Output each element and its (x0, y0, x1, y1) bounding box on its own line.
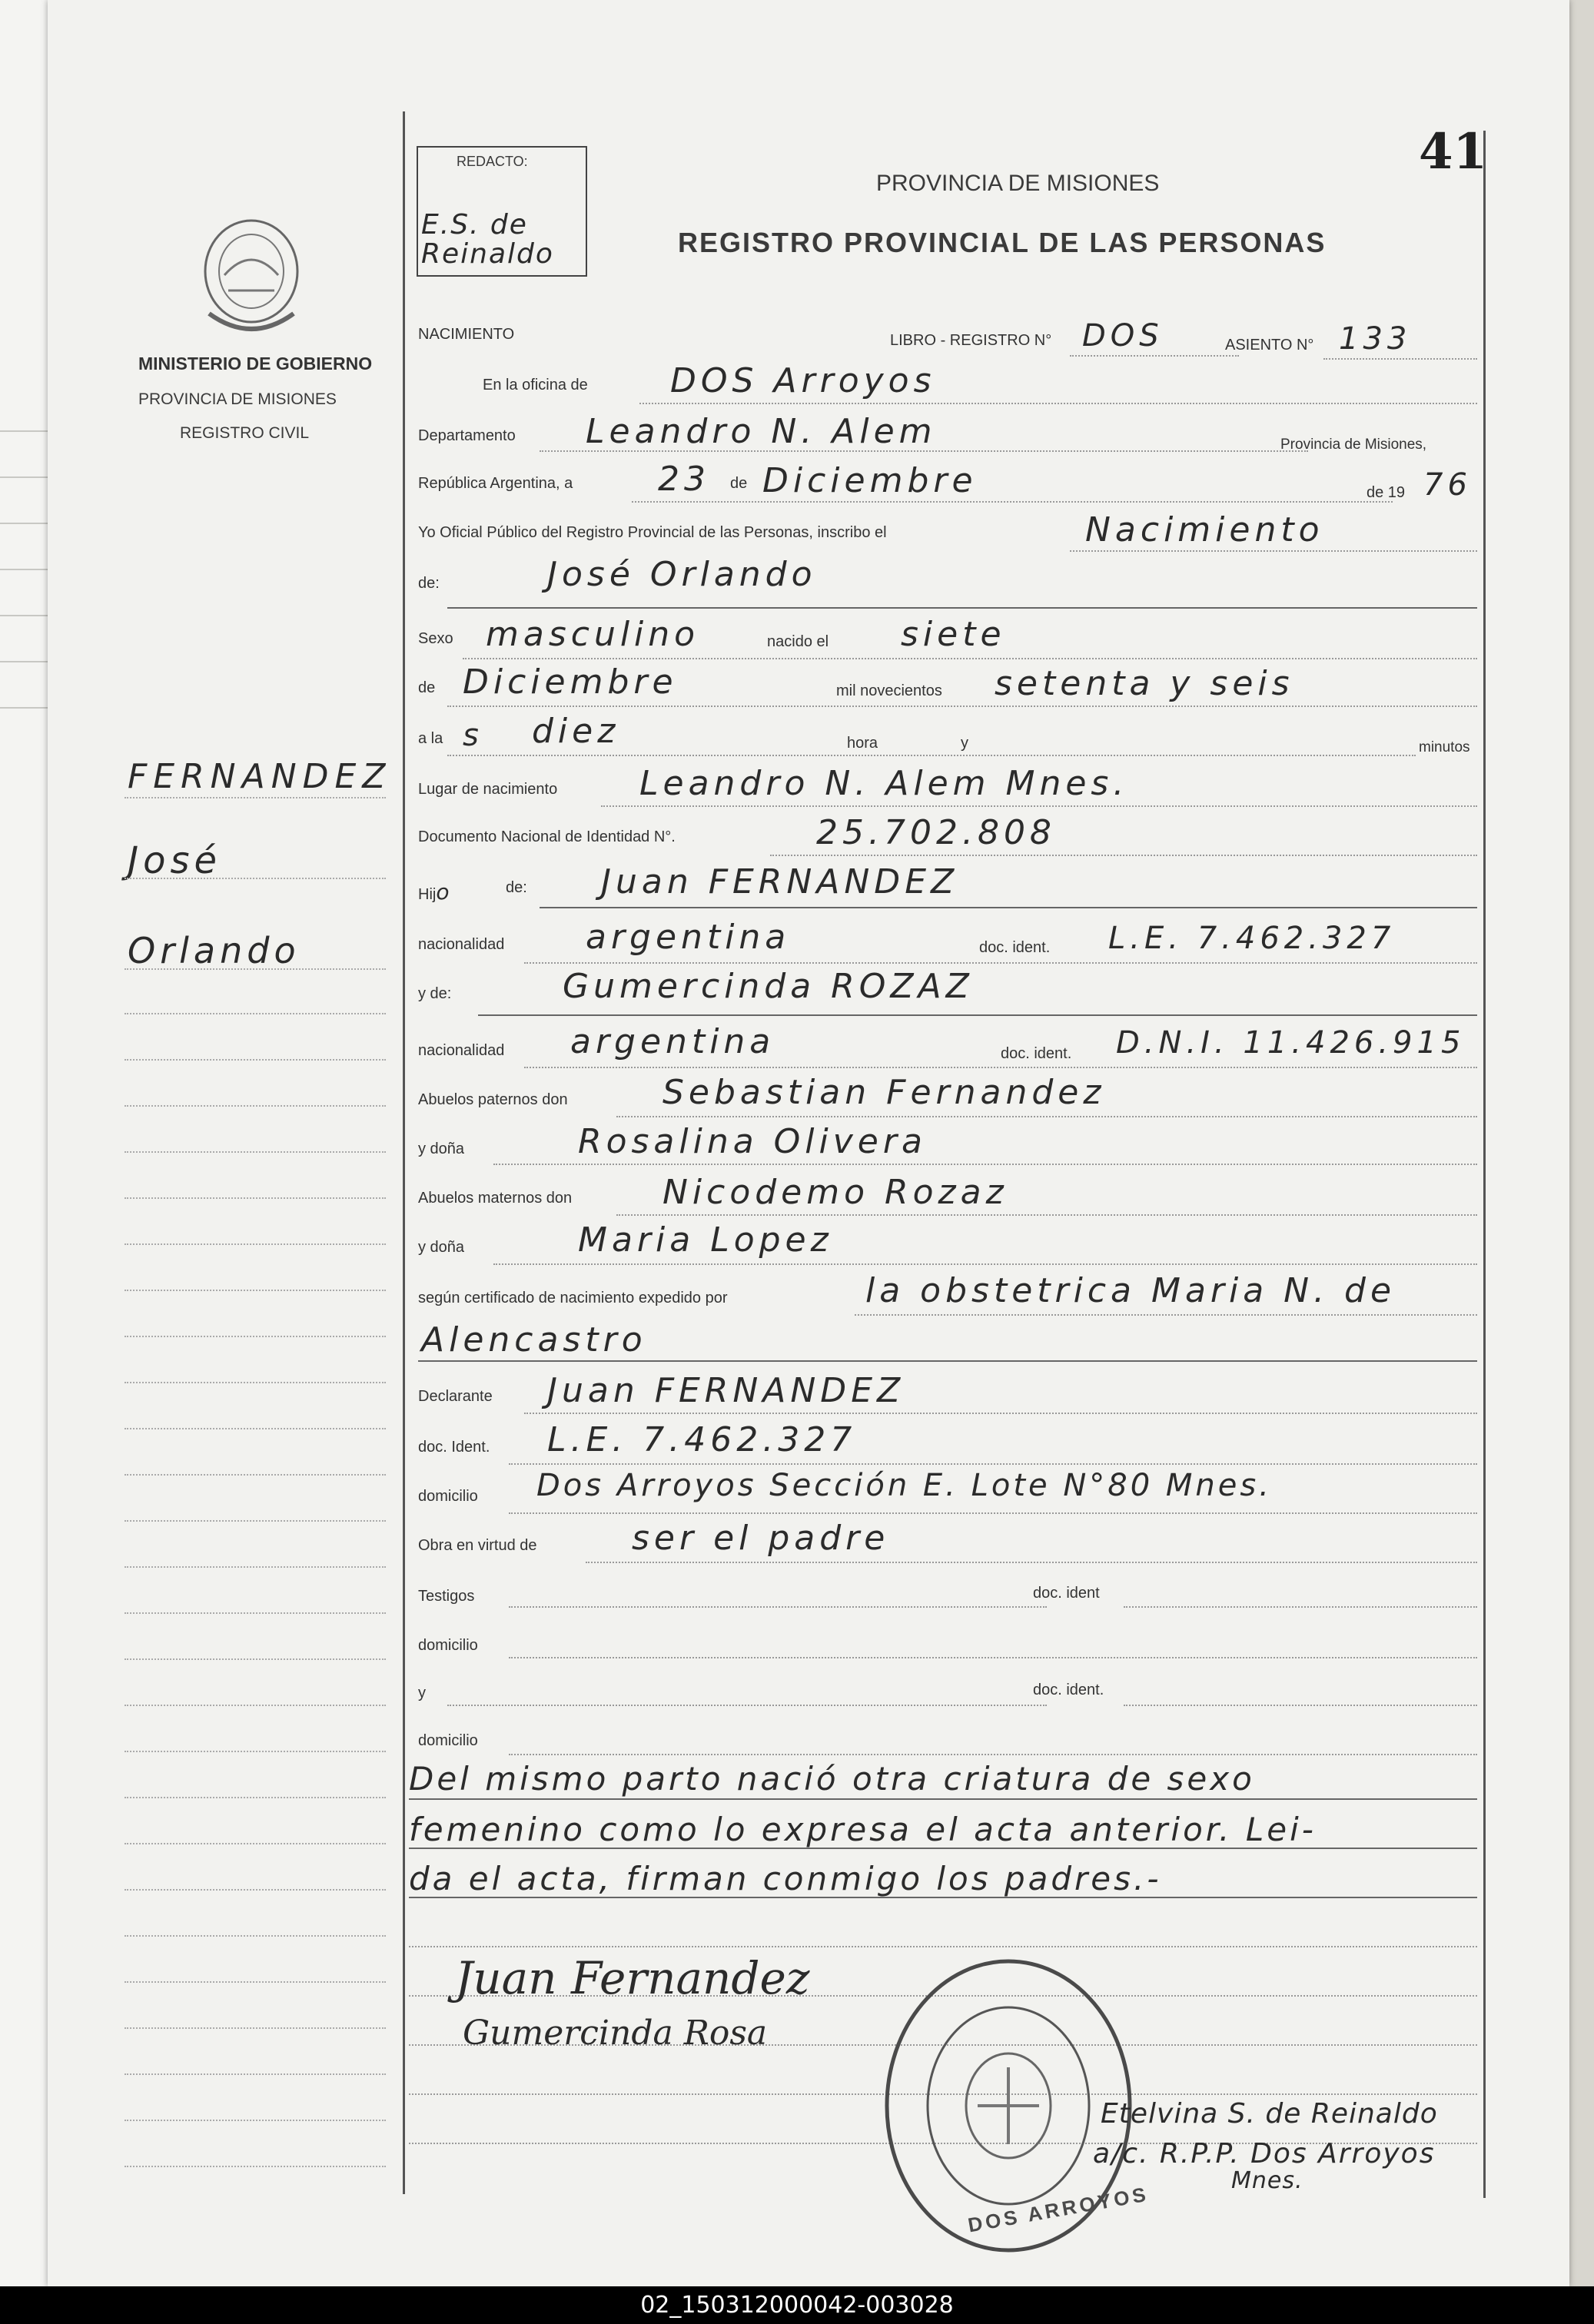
ministry-seal-icon (194, 214, 309, 337)
yde-label: y de: (418, 985, 452, 1002)
asiento-label: ASIENTO N° (1225, 337, 1314, 354)
footer-bar (0, 2286, 1594, 2324)
redacto-hand-1: E.S. de (421, 209, 528, 241)
oficial-label: Yo Oficial Público del Registro Provincial de las Personas, inscribo el (418, 524, 887, 541)
year-value: 76 (1423, 467, 1472, 503)
departamento-value: Leandro N. Alem (586, 412, 937, 451)
redacto-box (417, 146, 587, 277)
abuelo-pat-value: Sebastian Fernandez (663, 1073, 1106, 1112)
domicilio-value: Dos Arroyos Sección E. Lote N°80 Mnes. (536, 1468, 1272, 1503)
margin-surname: FERNANDEZ (128, 757, 392, 796)
abuela-pat-value: Rosalina Olivera (578, 1122, 927, 1161)
de-label: de (730, 475, 748, 492)
libro-value: DOS (1082, 318, 1164, 354)
footer-id: 02_150312000042-003028 (640, 2292, 954, 2319)
doc-ident3-label: doc. ident (1033, 1585, 1100, 1602)
margin-given-2: Orlando (128, 930, 301, 971)
doc-ident4-label: doc. ident. (1033, 1682, 1104, 1698)
alas-s: s (463, 718, 483, 753)
register-page (48, 0, 1569, 2286)
padre-nac-value: argentina (586, 918, 791, 957)
nacido-label: nacido el (767, 633, 829, 650)
redacto-hand-2: Reinaldo (421, 238, 554, 270)
domicilio2-label: domicilio (418, 1637, 478, 1654)
domicilio-label: domicilio (418, 1488, 478, 1505)
nacionalidad-madre-label: nacionalidad (418, 1042, 505, 1059)
oficial-name: Etelvina S. de Reinaldo (1101, 2098, 1438, 2130)
de-colon-label: de: (418, 575, 440, 592)
acto-value: Nacimiento (1085, 510, 1324, 549)
notes-line-2: femenino como lo expresa el acta anterior. Lei- (409, 1811, 1317, 1848)
minutos-label: minutos (1419, 739, 1470, 755)
certificado-value-1: la obstetrica Maria N. de (865, 1271, 1396, 1310)
y-label: y (961, 735, 968, 752)
hij-text: Hij (418, 886, 437, 903)
libro-label: LIBRO - REGISTRO N° (890, 332, 1052, 349)
de-year-label: de 19 (1367, 484, 1406, 501)
asiento-value: 133 (1339, 321, 1412, 357)
margin-given-1: José (128, 839, 222, 882)
hij-de-label: de: (506, 879, 527, 896)
abuelos-mat-label: Abuelos maternos don (418, 1190, 573, 1207)
doc-ident-padre-label: doc. ident. (979, 939, 1051, 956)
lugar-label: Lugar de nacimiento (418, 781, 558, 798)
ydona-pat-label: y doña (418, 1140, 465, 1157)
declarante-label: Declarante (418, 1388, 493, 1405)
oficial-place: Mnes. (1231, 2167, 1303, 2194)
obra-value: ser el padre (632, 1519, 890, 1558)
ydona-mat-label: y doña (418, 1239, 465, 1256)
anio-nac-value: setenta y seis (995, 664, 1294, 703)
republica-label: República Argentina, a (418, 475, 573, 492)
alas-label: a la (418, 730, 443, 747)
redacto-label: REDACTO: (457, 154, 528, 169)
notes-line-3: da el acta, firman conmigo los padres.- (409, 1860, 1162, 1897)
notes-line-1: Del mismo parto nació otra criatura de sexo (409, 1760, 1255, 1798)
padre-doc-value: L.E. 7.462.327 (1108, 921, 1396, 956)
margin-rule (403, 111, 405, 2194)
right-rule (1483, 131, 1486, 2198)
abuelo-mat-value: Nicodemo Rozaz (663, 1173, 1008, 1212)
declarante-doc-value: L.E. 7.462.327 (547, 1420, 857, 1459)
de2-label: de (418, 679, 436, 696)
dni-value: 25.702.808 (816, 813, 1056, 852)
certificado-label: según certificado de nacimiento expedido por (418, 1290, 728, 1306)
madre-nac-value: argentina (570, 1022, 775, 1061)
abuela-mat-value: Maria Lopez (578, 1220, 833, 1260)
oficial-title: a/c. R.P.P. Dos Arroyos (1093, 2138, 1436, 2170)
mil-label: mil novecientos (836, 682, 942, 699)
declarante-value: Juan FERNANDEZ (547, 1371, 905, 1410)
nacido-value: siete (901, 615, 1006, 654)
nacimiento-label: NACIMIENTO (418, 326, 515, 343)
page-number: 41 (1419, 123, 1488, 181)
oficina-label: En la oficina de (483, 377, 588, 393)
padre-value: Juan FERNANDEZ (601, 862, 959, 901)
stamp-bottom-text: DOS ARROYOS (966, 2182, 1151, 2237)
hora-value: diez (532, 712, 620, 751)
y2-label: y (418, 1685, 426, 1702)
dia-value: 23 (658, 460, 710, 499)
book-right-edge (1568, 0, 1594, 2290)
doc-ident-madre-label: doc. ident. (1001, 1045, 1072, 1062)
nombre-value: José Orlando (547, 555, 817, 594)
oficina-value: DOS Arroyos (670, 361, 936, 400)
departamento-label: Departamento (418, 427, 516, 444)
mes-value: Diciembre (762, 461, 978, 500)
testigos-label: Testigos (418, 1588, 475, 1605)
ministry-line1: MINISTERIO DE GOBIERNO (138, 354, 373, 374)
hij-label (418, 879, 449, 905)
hora-label: hora (847, 735, 878, 752)
sexo-label: Sexo (418, 630, 453, 647)
hij-suffix: o (436, 879, 450, 905)
header-province: PROVINCIA DE MISIONES (876, 171, 1160, 196)
dni-label: Documento Nacional de Identidad N°. (418, 828, 676, 845)
padre-signature: Juan Fernandez (455, 1952, 810, 2004)
doc-ident2-label: doc. Ident. (418, 1439, 490, 1456)
madre-signature: Gumercinda Rosa (463, 2014, 768, 2053)
obra-label: Obra en virtud de (418, 1537, 537, 1554)
ministry-line3: REGISTRO CIVIL (180, 424, 310, 442)
header-title: REGISTRO PROVINCIAL DE LAS PERSONAS (678, 227, 1327, 258)
mes-nac-value: Diciembre (463, 662, 678, 702)
lugar-value: Leandro N. Alem Mnes. (639, 764, 1129, 803)
ministry-line2: PROVINCIA DE MISIONES (138, 390, 337, 408)
domicilio3-label: domicilio (418, 1732, 478, 1749)
madre-value: Gumercinda ROZAZ (563, 967, 974, 1006)
madre-doc-value: D.N.I. 11.426.915 (1116, 1025, 1466, 1061)
sexo-value: masculino (486, 615, 700, 654)
certificado-value-2: Alencastro (421, 1320, 647, 1360)
abuelos-pat-label: Abuelos paternos don (418, 1091, 568, 1108)
provincia-label: Provincia de Misiones, (1280, 437, 1427, 453)
nacionalidad-padre-label: nacionalidad (418, 936, 505, 953)
